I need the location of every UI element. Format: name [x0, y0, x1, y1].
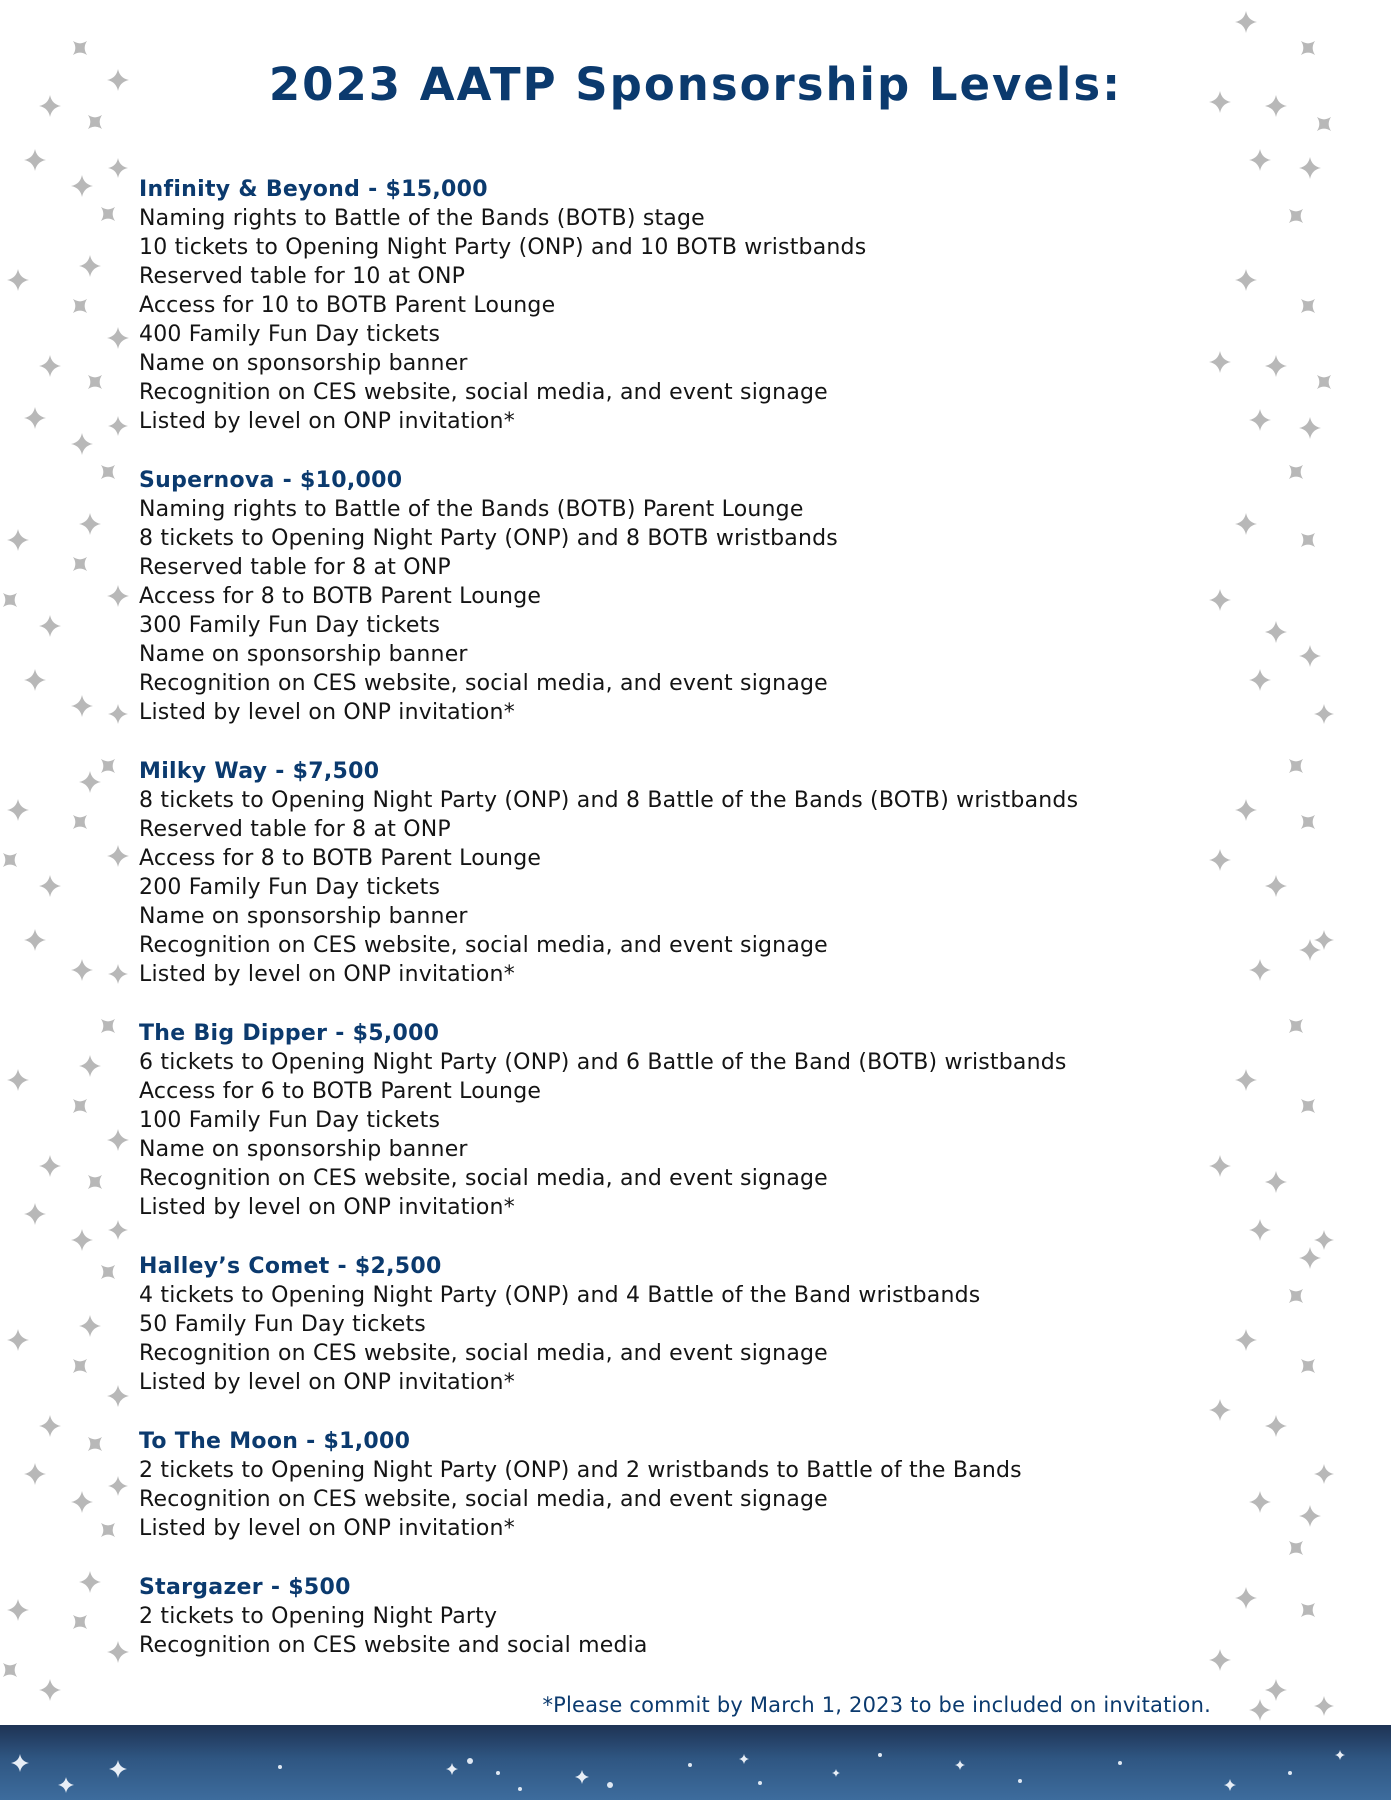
sparkle-star-icon [1265, 1415, 1287, 1437]
sparkle-star-icon [1265, 355, 1287, 377]
sparkle-star-icon [1235, 513, 1257, 535]
level-title: Milky Way - $7,500 [139, 759, 380, 784]
sparkle-star-icon [1314, 704, 1334, 724]
sparkle-star-icon [0, 586, 24, 614]
benefit-item: Recognition on CES website and social media [139, 1633, 648, 1658]
sparkle-star-icon [7, 1069, 29, 1091]
sponsorship-level [139, 1019, 1199, 1222]
benefit-item: Recognition on CES website, social media, and event signage [139, 380, 828, 405]
sparkle-star-icon [1299, 1247, 1321, 1269]
benefit-item: Name on sponsorship banner [139, 351, 468, 376]
sparkle-star-icon [1209, 1649, 1231, 1671]
sparkle-star-icon [79, 771, 101, 793]
benefit-item: Listed by level on ONP invitation* [139, 1370, 515, 1395]
sparkle-star-icon [1282, 1534, 1310, 1562]
sparkle-star-icon [1299, 645, 1321, 667]
sparkle-star-icon [94, 1012, 122, 1040]
benefit-item: Name on sponsorship banner [139, 642, 468, 667]
star-border-right [1200, 0, 1340, 1725]
benefit-item: Naming rights to Battle of the Bands (BOTB) stage [139, 206, 705, 231]
sparkle-star-icon [1235, 1329, 1257, 1351]
benefit-item: Reserved table for 8 at ONP [139, 555, 451, 580]
sparkle-star-icon [1314, 1696, 1334, 1716]
benefit-item: Reserved table for 10 at ONP [139, 264, 466, 289]
level-title: To The Moon - $1,000 [139, 1429, 411, 1454]
sparkle-star-icon [1235, 269, 1257, 291]
sparkle-star-icon [94, 1258, 122, 1286]
sparkle-dot [758, 1781, 762, 1785]
sparkle-star-icon [1282, 1012, 1310, 1040]
sponsorship-level [139, 466, 1199, 727]
benefit-item: 6 tickets to Opening Night Party (ONP) and 6 Battle of the Band (BOTB) wristbands [139, 1050, 1067, 1075]
sponsorship-level [139, 1252, 1199, 1397]
sparkle-star-icon [79, 1055, 101, 1077]
sparkle-star-icon [1299, 1505, 1321, 1527]
benefit-item: Listed by level on ONP invitation* [139, 700, 515, 725]
sparkle-star-icon [7, 269, 29, 291]
sparkle-dot [1288, 1771, 1292, 1775]
benefit-item: Listed by level on ONP invitation* [139, 409, 515, 434]
sparkle-star-icon [1294, 526, 1322, 554]
sparkle-star-icon [7, 1329, 29, 1351]
sparkle-star-icon [66, 1608, 94, 1636]
sparkle-star-icon [1282, 202, 1310, 230]
sparkle-star-icon [1310, 368, 1338, 396]
sparkle-star-icon [79, 1315, 101, 1337]
sponsorship-level [139, 175, 1199, 436]
sparkle-star-icon [1335, 1750, 1345, 1760]
sparkle-star-icon [575, 1770, 589, 1784]
sparkle-star-icon [1265, 1171, 1287, 1193]
sparkle-star-icon [1265, 621, 1287, 643]
sparkle-star-icon [109, 1760, 127, 1778]
sparkle-star-icon [66, 1092, 94, 1120]
sparkle-star-icon [1249, 409, 1271, 431]
sparkle-star-icon [1299, 417, 1321, 439]
benefit-item: 200 Family Fun Day tickets [139, 875, 441, 900]
sparkle-dot [1018, 1779, 1022, 1783]
sparkle-star-icon [24, 669, 46, 691]
benefit-item: Name on sponsorship banner [139, 904, 468, 929]
sparkle-star-icon [39, 1415, 61, 1437]
sparkle-star-icon [7, 799, 29, 821]
sparkle-star-icon [1314, 1230, 1334, 1250]
benefit-item: Access for 10 to BOTB Parent Lounge [139, 293, 556, 318]
star-border-left [0, 0, 140, 1725]
sparkle-star-icon [108, 704, 128, 724]
sparkle-star-icon [81, 368, 109, 396]
sparkle-star-icon [58, 1777, 74, 1793]
benefit-item: 300 Family Fun Day tickets [139, 613, 441, 638]
benefit-item: Recognition on CES website, social media, and event signage [139, 1487, 828, 1512]
sparkle-star-icon [107, 1385, 129, 1407]
sparkle-dot [607, 1782, 613, 1788]
sparkle-star-icon [81, 1168, 109, 1196]
sparkle-star-icon [79, 513, 101, 535]
benefit-item: Recognition on CES website, social media, and event signage [139, 1166, 828, 1191]
sparkle-star-icon [1249, 1219, 1271, 1241]
sparkle-dot [278, 1765, 282, 1769]
footnote: *Please commit by March 1, 2023 to be included on invitation. [542, 1693, 1211, 1717]
sparkle-star-icon [79, 1571, 101, 1593]
sparkle-star-icon [832, 1769, 840, 1777]
sparkle-star-icon [1310, 110, 1338, 138]
benefit-item: 10 tickets to Opening Night Party (ONP) and 10 BOTB wristbands [139, 235, 867, 260]
benefit-item: Listed by level on ONP invitation* [139, 1195, 515, 1220]
sparkle-star-icon [107, 1641, 129, 1663]
sparkle-dot [467, 1758, 473, 1764]
sparkle-star-icon [1265, 1679, 1287, 1701]
sparkle-star-icon [1235, 1587, 1257, 1609]
level-title: Infinity & Beyond - $15,000 [139, 177, 488, 202]
level-title: The Big Dipper - $5,000 [139, 1021, 440, 1046]
sparkle-star-icon [1294, 1092, 1322, 1120]
sparkle-star-icon [39, 615, 61, 637]
sparkle-dot [518, 1787, 522, 1791]
sparkle-dot [878, 1753, 882, 1757]
sparkle-star-icon [11, 1754, 29, 1772]
sparkle-star-icon [81, 1430, 109, 1458]
sparkle-star-icon [0, 846, 24, 874]
sponsorship-level [139, 1427, 1199, 1543]
sparkle-star-icon [108, 158, 128, 178]
sparkle-star-icon [7, 529, 29, 551]
sparkle-star-icon [81, 108, 109, 136]
sparkle-star-icon [1209, 351, 1231, 373]
sparkle-star-icon [66, 292, 94, 320]
sparkle-star-icon [1282, 1282, 1310, 1310]
sparkle-star-icon [39, 1679, 61, 1701]
sparkle-star-icon [71, 959, 93, 981]
benefit-item: 2 tickets to Opening Night Party [139, 1604, 498, 1629]
sparkle-star-icon [1209, 1155, 1231, 1177]
sparkle-dot [496, 1771, 500, 1775]
sparkle-star-icon [1249, 149, 1271, 171]
sparkle-star-icon [1294, 808, 1322, 836]
sparkle-star-icon [7, 1599, 29, 1621]
sparkle-star-icon [1209, 589, 1231, 611]
sparkle-star-icon [94, 458, 122, 486]
benefit-item: Recognition on CES website, social media, and event signage [139, 671, 828, 696]
sparkle-star-icon [66, 550, 94, 578]
benefit-item: 2 tickets to Opening Night Party (ONP) and 2 wristbands to Battle of the Bands [139, 1458, 1022, 1483]
level-title: Halley’s Comet - $2,500 [139, 1254, 442, 1279]
sparkle-star-icon [66, 1352, 94, 1380]
benefit-item: Name on sponsorship banner [139, 1137, 468, 1162]
sparkle-star-icon [71, 175, 93, 197]
sparkle-star-icon [1209, 849, 1231, 871]
sparkle-star-icon [24, 1463, 46, 1485]
sparkle-star-icon [24, 929, 46, 951]
page-title: 2023 AATP Sponsorship Levels: [268, 58, 1123, 111]
sparkle-star-icon [1294, 1352, 1322, 1380]
sparkle-star-icon [1235, 1069, 1257, 1091]
sparkle-star-icon [1299, 939, 1321, 961]
benefit-item: 400 Family Fun Day tickets [139, 322, 441, 347]
sparkle-star-icon [108, 1220, 128, 1240]
sparkle-star-icon [1249, 1491, 1271, 1513]
sparkle-star-icon [24, 407, 46, 429]
sparkle-star-icon [739, 1754, 749, 1764]
sparkle-star-icon [79, 255, 101, 277]
sparkle-star-icon [66, 808, 94, 836]
benefit-item: 8 tickets to Opening Night Party (ONP) and 8 Battle of the Bands (BOTB) wristbands [139, 788, 1079, 813]
sparkle-star-icon [71, 1229, 93, 1251]
sparkle-star-icon [94, 752, 122, 780]
sparkle-star-icon [71, 695, 93, 717]
sparkle-star-icon [94, 200, 122, 228]
sparkle-star-icon [1299, 157, 1321, 179]
benefit-item: Access for 8 to BOTB Parent Lounge [139, 584, 542, 609]
sparkle-star-icon [1314, 1464, 1334, 1484]
sparkle-star-icon [107, 585, 129, 607]
sparkle-star-icon [1314, 930, 1334, 950]
sparkle-star-icon [0, 1656, 24, 1684]
benefit-item: 4 tickets to Opening Night Party (ONP) and 4 Battle of the Band wristbands [139, 1283, 981, 1308]
sponsorship-level [139, 757, 1199, 989]
sparkle-dot [1118, 1761, 1122, 1765]
benefit-item: Reserved table for 8 at ONP [139, 817, 451, 842]
sparkle-star-icon [71, 1491, 93, 1513]
sparkle-star-icon [24, 1203, 46, 1225]
benefit-item: Naming rights to Battle of the Bands (BOTB) Parent Lounge [139, 497, 804, 522]
sparkle-star-icon [39, 875, 61, 897]
sparkle-star-icon [1282, 458, 1310, 486]
benefit-item: Listed by level on ONP invitation* [139, 1516, 515, 1541]
sparkle-star-icon [446, 1763, 458, 1775]
level-title: Supernova - $10,000 [139, 468, 403, 493]
footer-night-sky [0, 1725, 1391, 1800]
sparkle-star-icon [1294, 292, 1322, 320]
sparkle-star-icon [108, 964, 128, 984]
sparkle-star-icon [39, 355, 61, 377]
benefit-item: Access for 8 to BOTB Parent Lounge [139, 846, 542, 871]
benefit-item: Recognition on CES website, social media, and event signage [139, 1341, 828, 1366]
footer-sparkles-icon [0, 1725, 1391, 1800]
sparkle-star-icon [94, 1516, 122, 1544]
sparkle-star-icon [107, 845, 129, 867]
sparkle-star-icon [1249, 669, 1271, 691]
sparkle-star-icon [1265, 875, 1287, 897]
benefit-item: Access for 6 to BOTB Parent Lounge [139, 1079, 542, 1104]
sparkle-star-icon [1235, 799, 1257, 821]
sponsorship-levels [139, 175, 1199, 1690]
sparkle-star-icon [1249, 959, 1271, 981]
sparkle-star-icon [71, 433, 93, 455]
level-title: Stargazer - $500 [139, 1575, 351, 1600]
sparkle-star-icon [1224, 1779, 1236, 1791]
benefit-item: 8 tickets to Opening Night Party (ONP) and 8 BOTB wristbands [139, 526, 838, 551]
benefit-item: 100 Family Fun Day tickets [139, 1108, 441, 1133]
sparkle-star-icon [24, 149, 46, 171]
sponsorship-level [139, 1573, 1199, 1660]
sparkle-star-icon [108, 1476, 128, 1496]
benefit-item: 50 Family Fun Day tickets [139, 1312, 426, 1337]
benefit-item: Listed by level on ONP invitation* [139, 962, 515, 987]
sparkle-star-icon [1235, 11, 1257, 33]
sparkle-star-icon [955, 1760, 965, 1770]
sparkle-star-icon [1209, 1399, 1231, 1421]
sparkle-star-icon [108, 416, 128, 436]
sparkle-star-icon [107, 327, 129, 349]
sparkle-dot [688, 1763, 692, 1767]
sparkle-star-icon [107, 1129, 129, 1151]
sparkle-star-icon [1294, 1596, 1322, 1624]
sparkle-star-icon [39, 1155, 61, 1177]
sparkle-star-icon [1282, 752, 1310, 780]
benefit-item: Recognition on CES website, social media, and event signage [139, 933, 828, 958]
sparkle-star-icon [1249, 1699, 1271, 1721]
